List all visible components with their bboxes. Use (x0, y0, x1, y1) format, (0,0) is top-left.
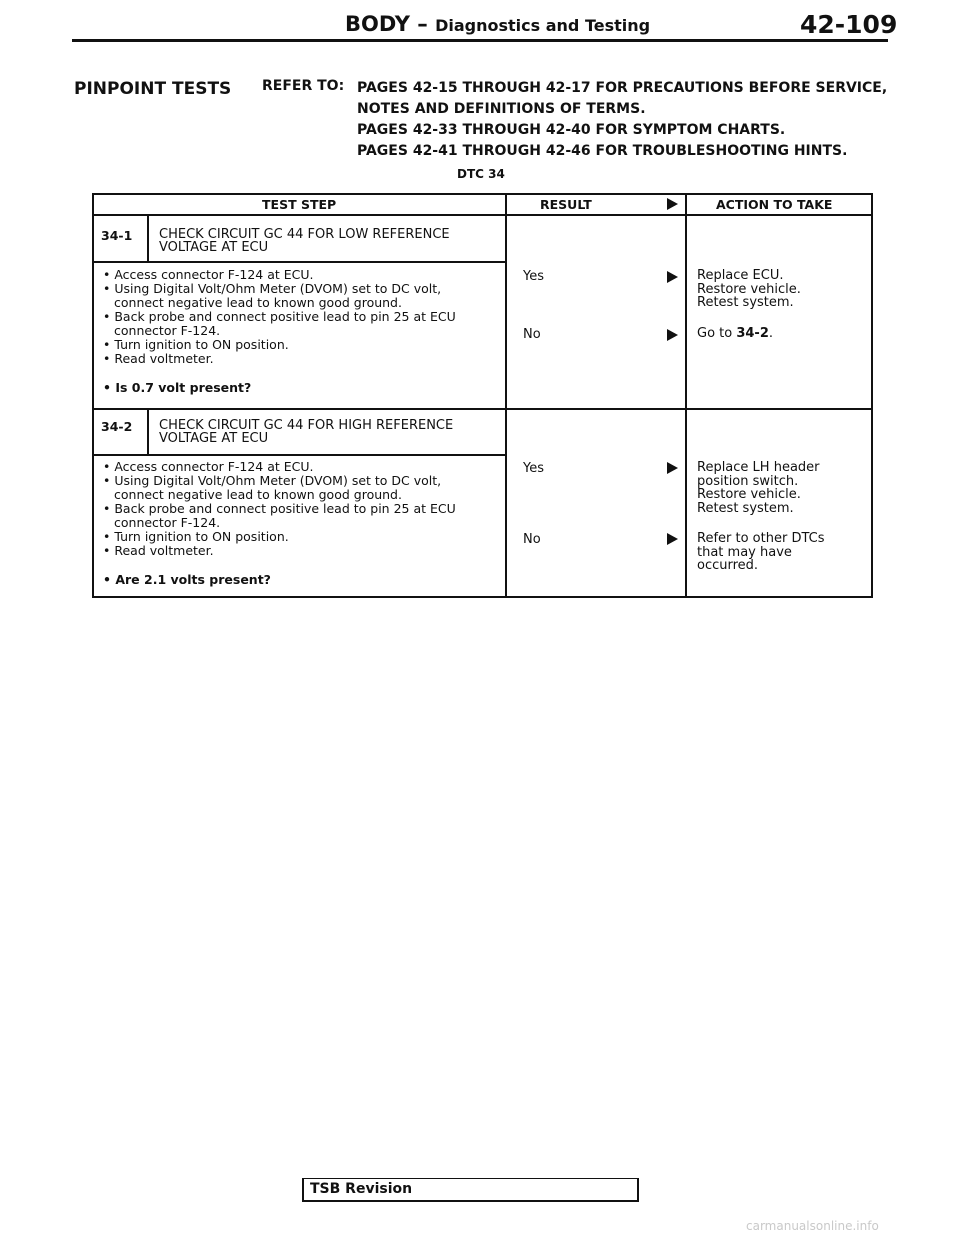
refer-line: PAGES 42-41 THROUGH 42-46 FOR TROUBLESHOOTING HINTS. (357, 143, 848, 159)
step-title-divider (94, 261, 505, 263)
action-text: Refer to other DTCs that may have occurred. (697, 531, 825, 573)
step-number-divider (147, 214, 149, 262)
refer-line: NOTES AND DEFINITIONS OF TERMS. (357, 101, 646, 117)
step-number: 34-1 (101, 228, 133, 243)
refer-label: REFER TO: (262, 78, 345, 94)
step-title: CHECK CIRCUIT GC 44 FOR LOW REFERENCE VOLTAGE AT ECU (159, 227, 450, 255)
instruction-line: connect negative lead to known good ground. (114, 295, 402, 310)
action-text: Replace LH header position switch. Restore vehicle. Retest system. (697, 460, 820, 516)
column-divider (505, 195, 507, 596)
arrow-icon (667, 198, 678, 210)
instruction-line: • Read voltmeter. (103, 351, 214, 366)
step-question: • Are 2.1 volts present? (103, 572, 271, 587)
instruction-line: • Back probe and connect positive lead to pin 25 at ECU (103, 501, 456, 516)
instruction-line: • Using Digital Volt/Ohm Meter (DVOM) set to DC volt, (103, 473, 442, 488)
step-title-divider (94, 454, 505, 456)
result-yes: Yes (523, 461, 544, 476)
step-number-divider (147, 408, 149, 455)
header-title: BODY – Diagnostics and Testing (345, 12, 651, 36)
arrow-icon (667, 271, 678, 283)
result-no: No (523, 532, 541, 547)
row-divider (94, 408, 871, 410)
step-title: CHECK CIRCUIT GC 44 FOR HIGH REFERENCE VOLTAGE AT ECU (159, 418, 454, 446)
watermark: carmanualsonline.info (746, 1219, 879, 1233)
dtc-title: DTC 34 (457, 167, 505, 181)
page-number: 42-109 (800, 10, 898, 39)
column-divider (685, 195, 687, 596)
step-number: 34-2 (101, 419, 133, 434)
instruction-line: • Back probe and connect positive lead to pin 25 at ECU (103, 309, 456, 324)
result-no: No (523, 327, 541, 342)
result-yes: Yes (523, 269, 544, 284)
instruction-line: connector F-124. (114, 323, 221, 338)
header-result: RESULT (540, 197, 592, 212)
instruction-line: • Access connector F-124 at ECU. (103, 267, 314, 282)
refer-line: PAGES 42-33 THROUGH 42-40 FOR SYMPTOM CHARTS. (357, 122, 786, 138)
arrow-icon (667, 533, 678, 545)
header-action: ACTION TO TAKE (716, 197, 833, 212)
instruction-line: • Using Digital Volt/Ohm Meter (DVOM) set to DC volt, (103, 281, 442, 296)
instruction-line: • Access connector F-124 at ECU. (103, 459, 314, 474)
header-rule (72, 39, 888, 42)
instruction-line: • Read voltmeter. (103, 543, 214, 558)
header-subtitle: Diagnostics and Testing (435, 16, 651, 35)
header-divider (94, 214, 871, 216)
refer-lines (357, 78, 887, 162)
step-instructions (103, 268, 456, 366)
instruction-line: connect negative lead to known good ground. (114, 487, 402, 502)
step-question: • Is 0.7 volt present? (103, 380, 252, 395)
instruction-line: • Turn ignition to ON position. (103, 337, 289, 352)
instruction-line: connector F-124. (114, 515, 221, 530)
arrow-icon (667, 462, 678, 474)
action-text: Go to 34-2. (697, 326, 774, 341)
header-test-step: TEST STEP (262, 197, 337, 212)
arrow-icon (667, 329, 678, 341)
action-text: Replace ECU. Restore vehicle. Retest system. (697, 268, 801, 310)
pinpoint-test-table (92, 193, 873, 598)
tsb-revision-box (302, 1178, 639, 1202)
step-instructions (103, 460, 456, 558)
section-label: PINPOINT TESTS (74, 79, 232, 99)
refer-line: PAGES 42-15 THROUGH 42-17 FOR PRECAUTIONS BEFORE SERVICE, (357, 80, 888, 96)
tsb-revision-label: TSB Revision (310, 1181, 413, 1197)
instruction-line: • Turn ignition to ON position. (103, 529, 289, 544)
